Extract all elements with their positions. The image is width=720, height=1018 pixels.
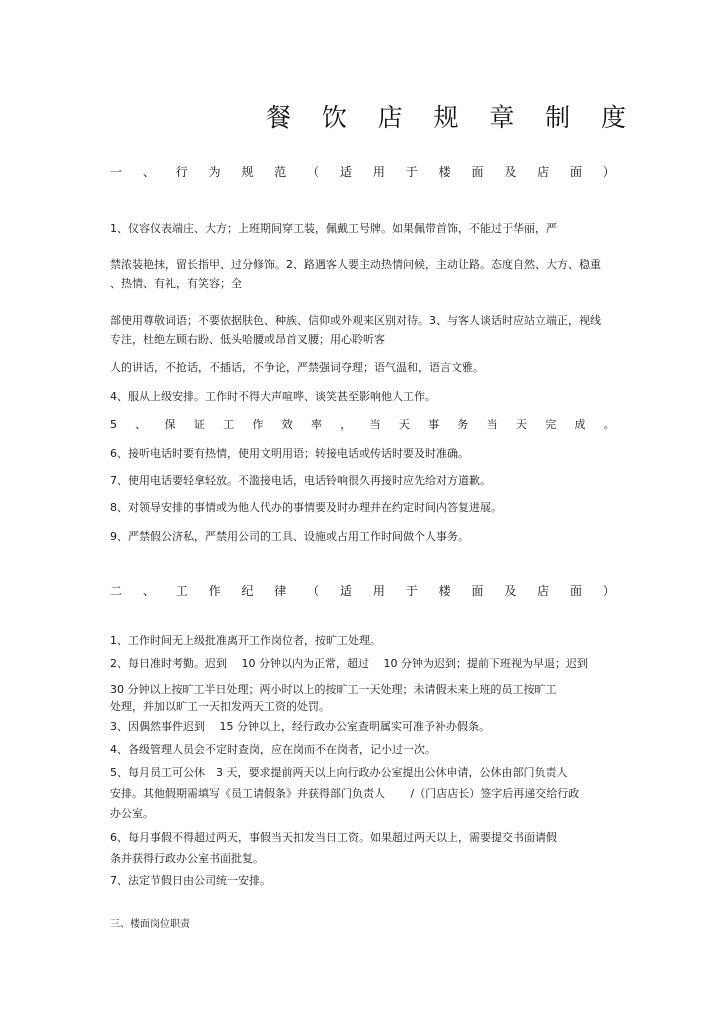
s1-item-5-char: 率 [310, 418, 322, 431]
s1-line-11: 9、严禁假公济私，严禁用公司的工具、设施或占用工作时间做个人事务。 [110, 530, 469, 543]
s1-line-2: 禁浓装艳抹，留长指甲、过分修饰。2、路遇客人要主动热情问候，主动让路。态度自然、大方、稳重 [110, 258, 601, 271]
section1-heading-char: 用 [372, 165, 385, 179]
section2-heading-char: 二 [110, 584, 123, 598]
section1-heading-char: 适 [340, 165, 353, 179]
title-char: 规 [433, 103, 459, 132]
section2-heading-char: 工 [175, 584, 188, 598]
title-char: 饮 [321, 103, 347, 132]
s2-line-11: 条并获得行政办公室书面批复。 [110, 852, 264, 865]
section2-heading-char: 适 [340, 584, 353, 598]
s1-line-6: 人的讲话，不抢话，不插话，不争论，严禁强词夺理；语气温和，语言文雅。 [110, 361, 484, 374]
s1-item-5-char: 当 [486, 418, 498, 431]
s1-item-5-char: 天 [515, 418, 527, 431]
s1-item-5-char: 完 [545, 418, 557, 431]
s1-line-7: 4、服从上级安排。工作时不得大声喧哗、谈笑甚至影响他人工作。 [110, 390, 436, 403]
s1-item-5-char: 、 [135, 418, 147, 431]
section2-heading-char: 用 [372, 584, 385, 598]
s1-line-5: 专注，杜绝左顾右盼、低头哈腰或昂首叉腰；用心聆听客 [110, 333, 385, 346]
s1-line-4: 部使用尊敬词语；不要依据肤色、种族、信仰或外观来区别对待。3、与客人谈话时应站立端正，视线 [110, 314, 601, 327]
section2-heading-char: 店 [537, 584, 550, 598]
section1-heading-char: （ [307, 165, 320, 179]
s1-line-8: 6、接听电话时要有热情，使用文明用语；转接电话或传话时要及时准确。 [110, 447, 469, 460]
section1-heading-char: ） [602, 165, 615, 179]
s2-line-9: 办公室。 [110, 807, 154, 820]
title-char: 章 [489, 103, 515, 132]
s2-line-8: 安排。其他假期需填写《员工请假条》并获得部门负责人 /（门店店长）签字后再递交给行政 [110, 787, 580, 800]
section3-heading: 三、楼面岗位职责 [110, 919, 190, 930]
s1-item-5-char: 工 [223, 418, 235, 431]
s1-item-5-char: 事 [428, 418, 440, 431]
s1-item-5-char: 务 [457, 418, 469, 431]
title-char: 度 [600, 103, 626, 132]
s2-line-5: 3、因偶然事件迟到 15 分钟以上，经行政办公室查明属实可准予补办假条。 [110, 720, 490, 733]
s1-line-10: 8、对领导安排的事情或为他人代办的事情要及时办理并在约定时间内答复进展。 [110, 501, 502, 514]
section1-heading-char: 规 [241, 165, 254, 179]
section1-heading-char: 及 [504, 165, 517, 179]
s1-item-5-char: 效 [281, 418, 293, 431]
title-char: 餐 [266, 103, 292, 132]
s2-line-7: 5、每月员工可公休 3 天，要求提前两天以上向行政办公室提出公休申请，公休由部门负责人 [110, 766, 568, 779]
section1-heading-char: 面 [471, 165, 484, 179]
s2-line-12: 7、法定节假日由公司统一安排。 [110, 874, 271, 887]
s2-line-10: 6、每月事假不得超过两天，事假当天扣发当日工资。如果超过两天以上，需要提交书面请假 [110, 831, 557, 844]
s2-line-1: 1、工作时间无上级批准离开工作岗位者，按旷工处理。 [110, 634, 381, 647]
s2-line-4: 处理，并加以旷工一天扣发两天工资的处罚。 [110, 700, 330, 713]
section1-heading-char: 于 [405, 165, 418, 179]
s2-line-2: 2、每日准时考勤。迟到 10 分钟以内为正常，超过 10 分钟为迟到；提前下班视为早退；迟到 [110, 657, 588, 670]
s1-item-5-char: 5 [110, 418, 117, 431]
section1-heading-char: 楼 [438, 165, 451, 179]
section1-heading-char: 面 [570, 165, 583, 179]
s1-line-1: 1、仪容仪表端庄、大方；上班期间穿工装，佩戴工号牌。如果佩带首饰，不能过于华丽，严 [110, 222, 557, 235]
title-char: 店 [377, 103, 403, 132]
s1-item-5-char: 当 [369, 418, 381, 431]
s2-line-6: 4、各级管理人员会不定时查岗，应在岗而不在岗者，记小过一次。 [110, 743, 436, 756]
section2-heading-char: ） [602, 584, 615, 598]
section1-heading-char: 为 [208, 165, 221, 179]
section1-heading-char: 、 [142, 165, 155, 179]
s1-item-5-char: 成 [574, 418, 586, 431]
document-title [266, 98, 626, 134]
s1-line-9: 7、使用电话要轻拿轻放。不滥接电话，电话铃响很久再接时应先给对方道歉。 [110, 474, 491, 487]
section1-heading [110, 165, 615, 179]
title-char: 制 [545, 103, 571, 132]
section2-heading-char: 于 [405, 584, 418, 598]
section2-heading [110, 584, 615, 598]
section2-heading-char: 作 [208, 584, 221, 598]
section2-heading-char: 及 [504, 584, 517, 598]
section2-heading-char: 律 [274, 584, 287, 598]
s1-item-5-char: 保 [164, 418, 176, 431]
s1-item-5-char: ， [340, 418, 352, 431]
section2-heading-char: 楼 [438, 584, 451, 598]
section2-heading-char: 、 [142, 584, 155, 598]
s2-line-3: 30 分钟以上按旷工半日处理；两小时以上的按旷工一天处理；未请假未来上班的员工按旷工 [110, 683, 557, 696]
s1-line-3: 、热情、有礼，有笑容；全 [110, 277, 242, 290]
section2-heading-char: 面 [570, 584, 583, 598]
section2-heading-char: 面 [471, 584, 484, 598]
s1-item-5-char: 天 [398, 418, 410, 431]
section2-heading-char: （ [307, 584, 320, 598]
s1-item-5-char: 证 [193, 418, 205, 431]
s1-item-5-char: 。 [603, 418, 615, 431]
section1-heading-char: 行 [175, 165, 188, 179]
section1-heading-char: 店 [537, 165, 550, 179]
s1-item-5-char: 作 [252, 418, 264, 431]
section1-heading-char: 一 [110, 165, 123, 179]
section2-heading-char: 纪 [241, 584, 254, 598]
section1-heading-char: 范 [274, 165, 287, 179]
s1-item-5 [110, 418, 615, 432]
